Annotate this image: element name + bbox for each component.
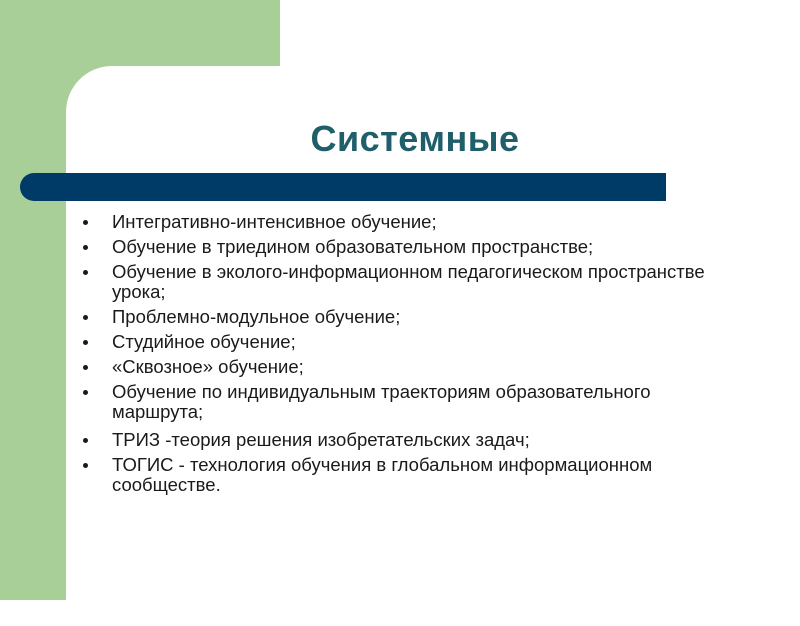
bullet-dot-icon: [83, 365, 88, 370]
bullet-dot-icon: [83, 270, 88, 275]
bullet-dot-icon: [83, 340, 88, 345]
bullet-dot-icon: [83, 438, 88, 443]
list-item: [82, 382, 722, 422]
bullet-dot-icon: [83, 220, 88, 225]
bullet-dot-icon: [83, 390, 88, 395]
green-left-strip: [0, 0, 66, 600]
list-item: [82, 307, 722, 327]
list-item-text: ТРИЗ -теория решения изобретательских задач;: [112, 429, 530, 450]
list-item-text: Обучение в эколого-информационном педагогическом пространстве урока;: [112, 261, 705, 302]
bullet-dot-icon: [83, 463, 88, 468]
list-item: [82, 262, 722, 302]
list-item: [82, 237, 722, 257]
list-item-text: Студийное обучение;: [112, 331, 296, 352]
list-item: [82, 332, 722, 352]
bullet-list: [82, 212, 722, 500]
list-item-text: Проблемно-модульное обучение;: [112, 306, 401, 327]
list-item: [82, 430, 722, 450]
list-item-text: Обучение по индивидуальным траекториям образовательного маршрута;: [112, 381, 651, 422]
list-item-text: «Сквозное» обучение;: [112, 356, 304, 377]
list-item-text: Интегративно-интенсивное обучение;: [112, 211, 437, 232]
title-underline-bar: [20, 173, 666, 201]
bullet-dot-icon: [83, 245, 88, 250]
list-item: [82, 455, 722, 495]
list-item: [82, 357, 722, 377]
list-item-text: Обучение в триедином образовательном пространстве;: [112, 236, 594, 257]
slide-title: Системные: [310, 118, 520, 159]
bullet-dot-icon: [83, 315, 88, 320]
list-item-text: ТОГИС - технология обучения в глобальном информационном сообществе.: [112, 454, 653, 495]
list-item: [82, 212, 722, 232]
